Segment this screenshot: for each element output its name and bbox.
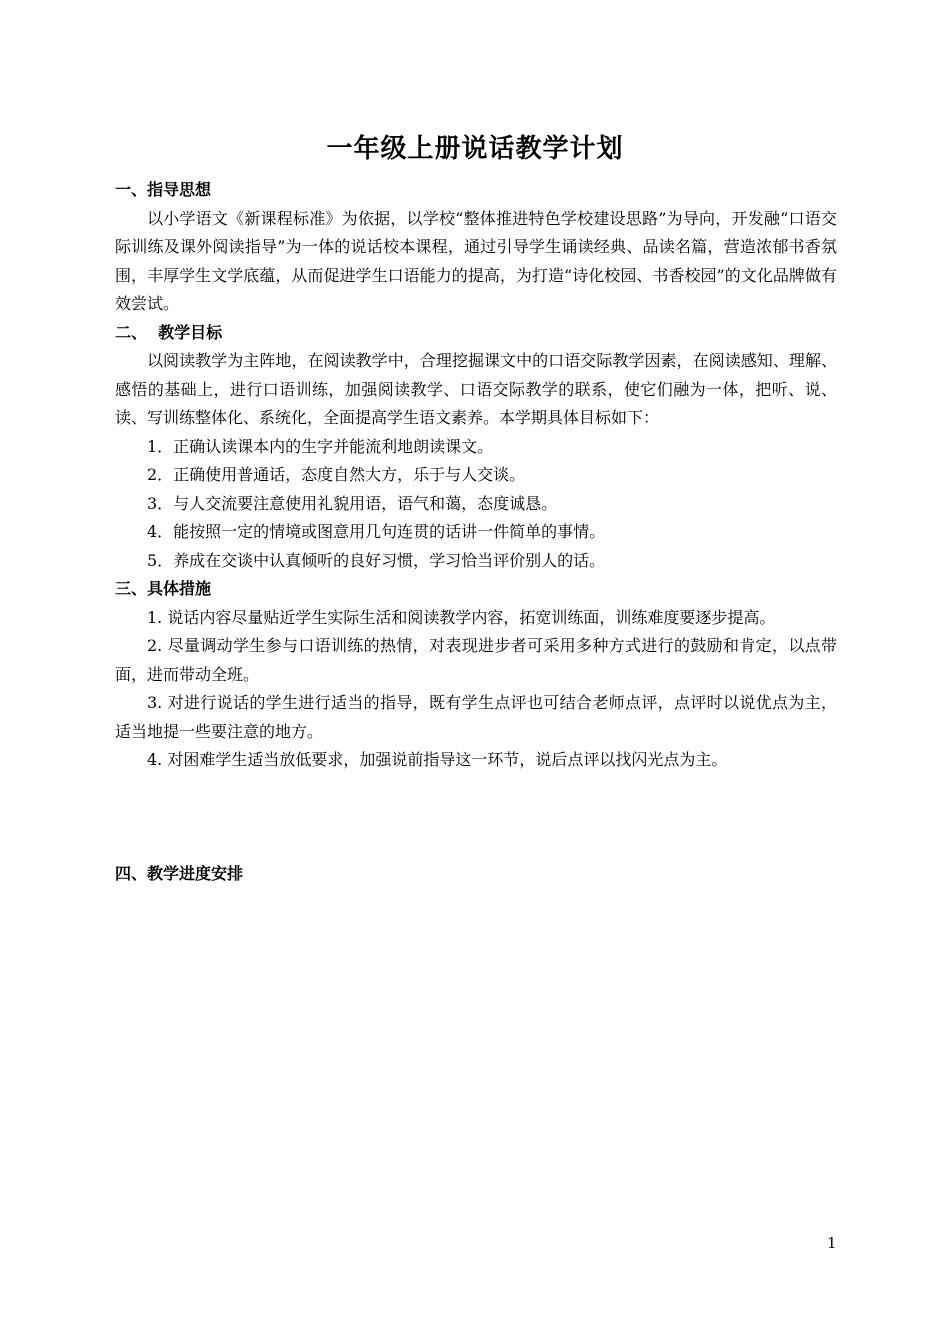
goal-item: 5．养成在交谈中认真倾听的良好习惯，学习恰当评价别人的话。 [147, 550, 606, 570]
measure-item: 1. 说话内容尽量贴近学生实际生活和阅读教学内容，拓宽训练面，训练难度要逐步提高。 [147, 607, 776, 627]
measure-item: 3. 对进行说话的学生进行适当的指导，既有学生点评也可结合老师点评，点评时以说优点为主，适当地提一些要注意的地方。 [115, 693, 837, 741]
guiding-paragraph: 以小学语文《新课程标准》为依据，以学校“整体推进特色学校建设思路”为导向，开发融“口语交际训练及课外阅读指导”为一体的说话校本课程，通过引导学生诵读经典、品读名篇，营造浓郁书香氛围，丰厚学生文学底蕴，从而促进学生口语能力的提高，为打造“诗化校园、书香校园”的文化品牌做有效尝试。 [115, 208, 837, 313]
section-heading-measures: 三、具体措施 [115, 579, 212, 598]
section-heading-guiding: 一、指导思想 [115, 180, 212, 199]
measure-item: 2. 尽量调动学生参与口语训练的热情，对表现进步者可采用多种方式进行的鼓励和肯定，以点带面，进而带动全班。 [115, 636, 837, 684]
goal-item: 2．正确使用普通话，态度自然大方，乐于与人交谈。 [147, 465, 526, 484]
section-heading-goals: 二、 教学目标 [115, 322, 223, 342]
goal-item: 1．正确认读课本内的生字并能流利地朗读课文。 [147, 436, 494, 456]
section-heading-schedule: 四、教学进度安排 [115, 863, 244, 883]
page-number: 1 [827, 1234, 837, 1252]
goal-item: 3．与人交流要注意使用礼貌用语，语气和蔼，态度诚恳。 [147, 493, 558, 513]
goals-paragraph: 以阅读教学为主阵地，在阅读教学中，合理挖掘课文中的口语交际教学因素，在阅读感知、理解、感悟的基础上，进行口语训练，加强阅读教学、口语交际教学的联系，使它们融为一体，把听、说、读、写训练整体化、系统化，全面提高学生语文素养。本学期具体目标如下： [115, 351, 837, 427]
blank-space [115, 775, 837, 860]
measure-item: 4. 对困难学生适当放低要求，加强说前指导这一环节，说后点评以找闪光点为主。 [147, 750, 728, 769]
document-body [115, 176, 837, 888]
goal-item: 4．能按照一定的情境或图意用几句连贯的话讲一件简单的事情。 [147, 522, 606, 541]
page-title: 一年级上册说话教学计划 [326, 134, 624, 164]
